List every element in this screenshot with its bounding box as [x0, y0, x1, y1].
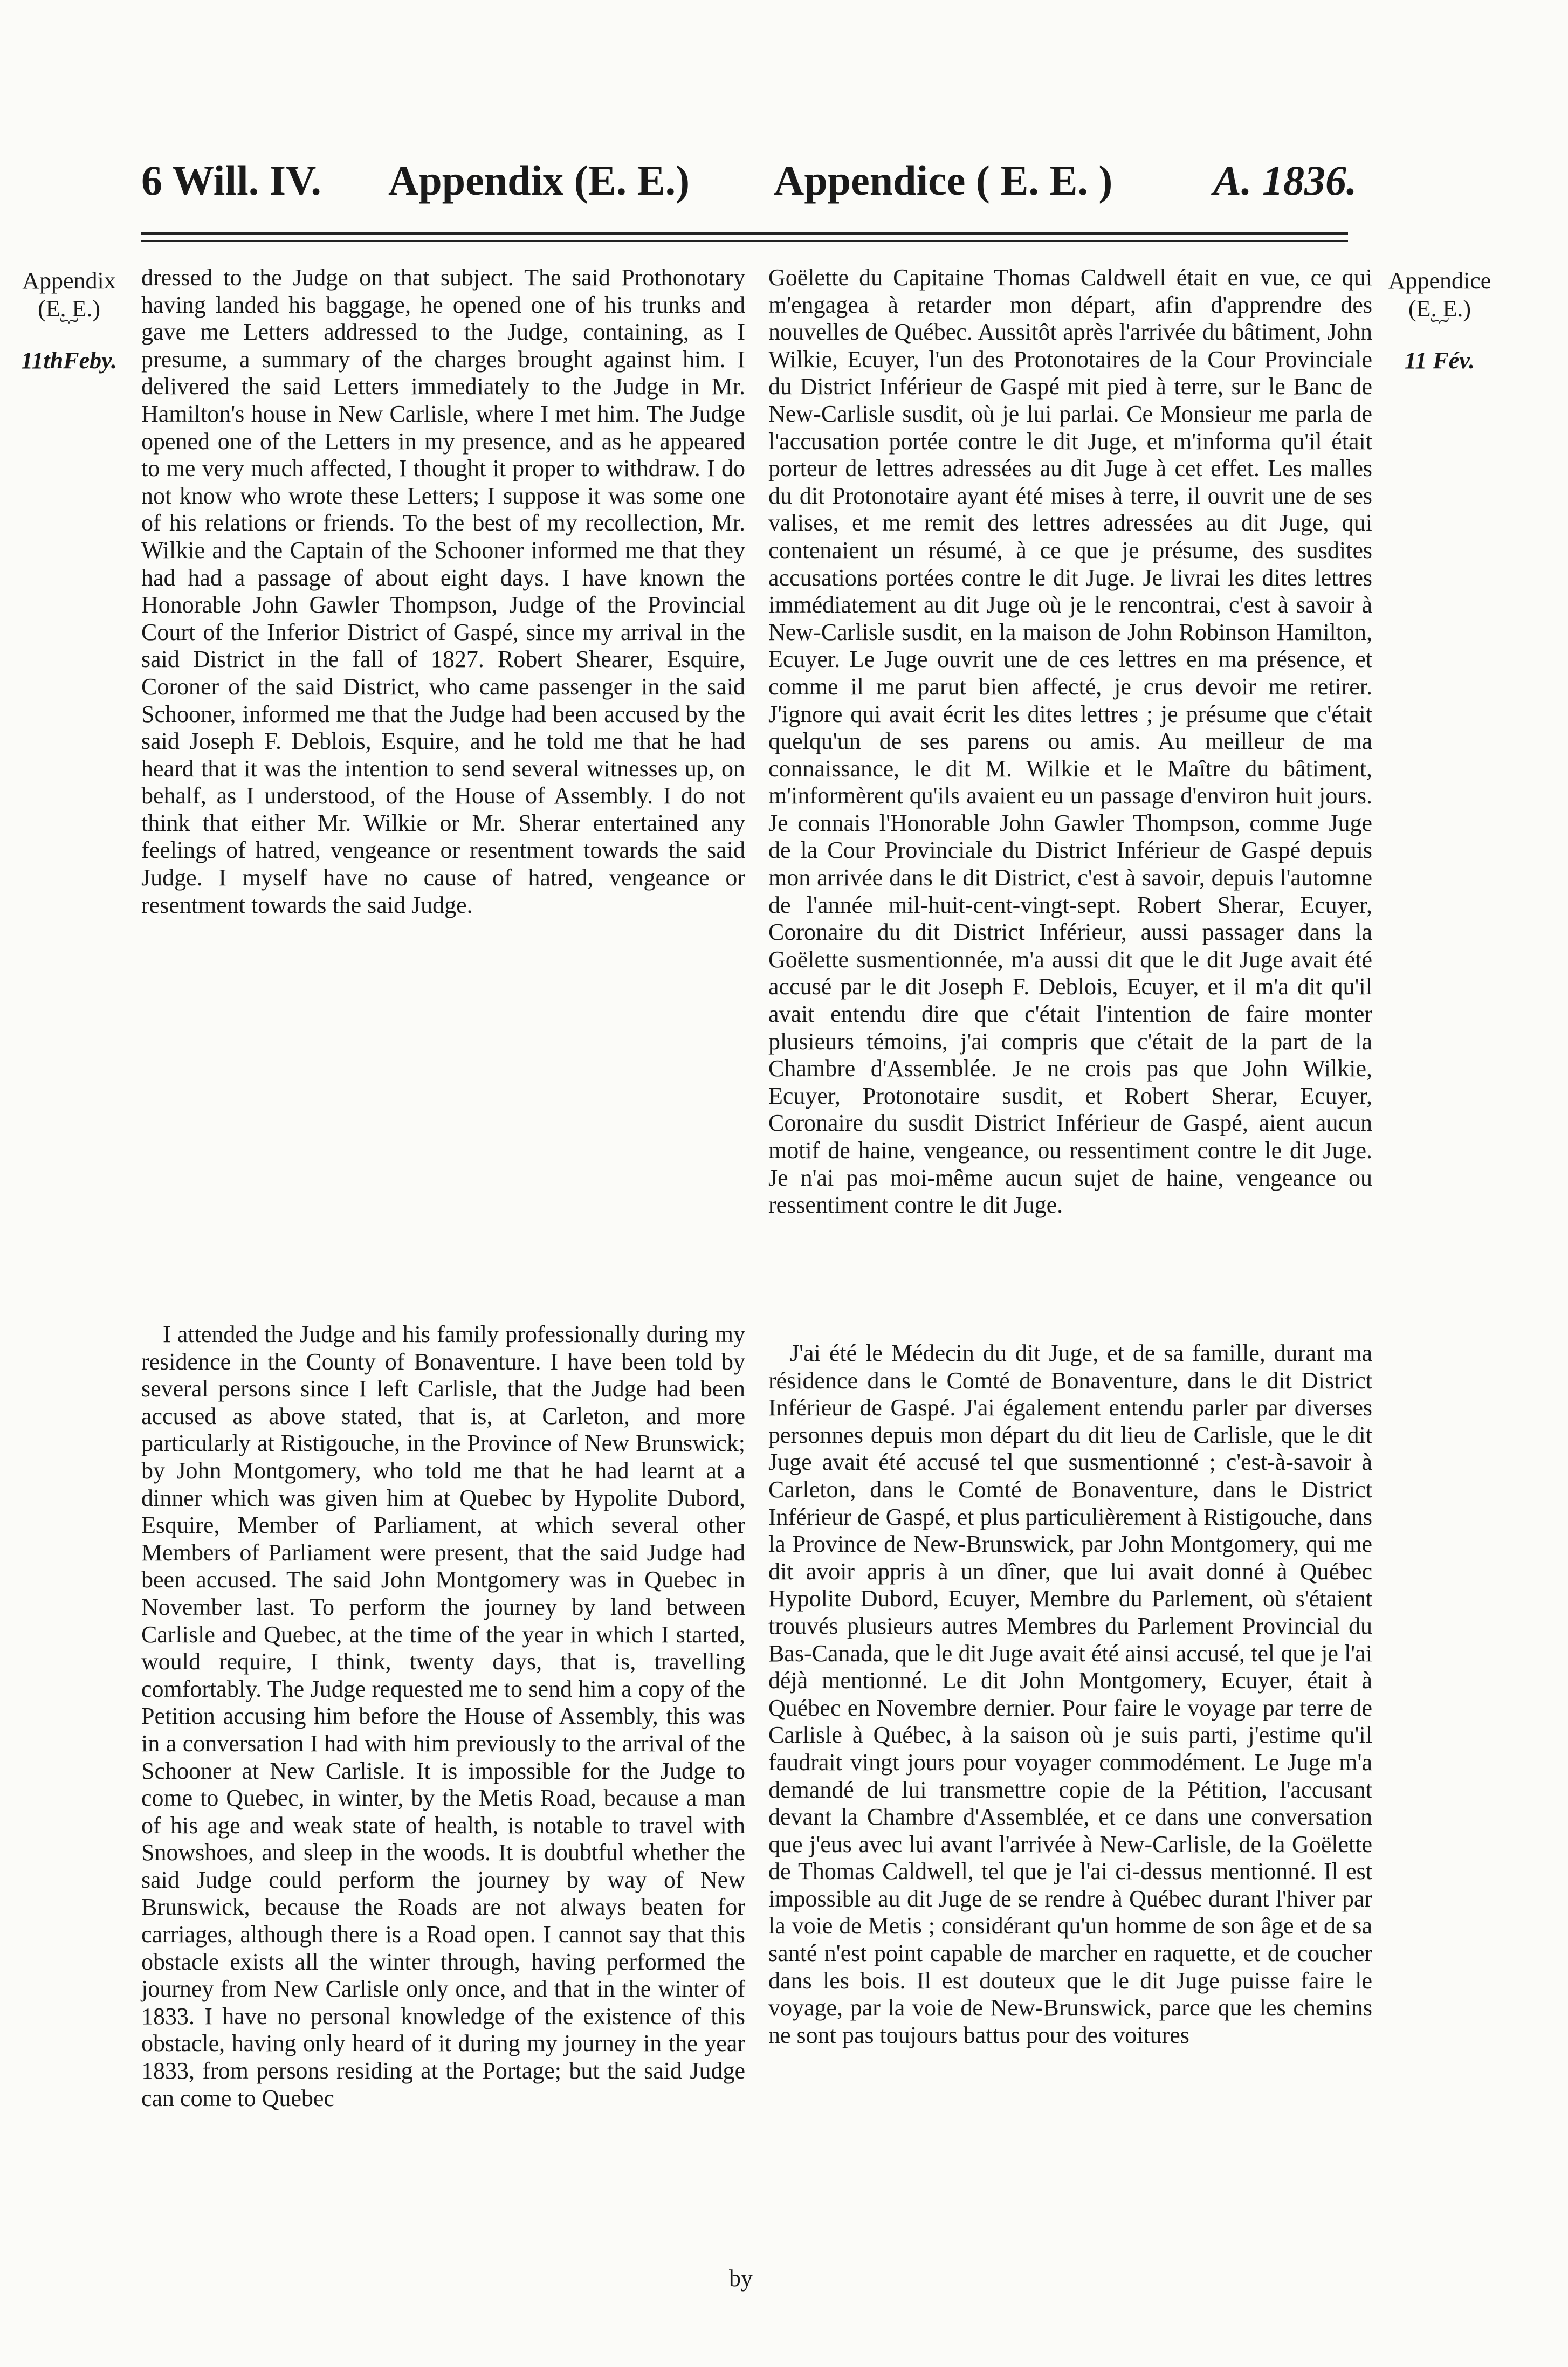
session-label: 6 Will. IV. — [141, 157, 321, 204]
french-paragraph-1: Goëlette du Capitaine Thomas Caldwell était en vue, ce qui m'engagea à retarder mon départ, afin d'apprendre des nouvelles de Québec. Aussitôt après l'arrivée du bâtiment, John Wilkie, Ecuyer, l'un des Protonotaires de la Cour Provinciale du District Inférieur de Gaspé mit pied à terre, sur le Banc de New-Carlisle susdit, où je lui parlai. Ce Monsieur me parla de l'accusation portée contre le dit Juge, et m'informa qu'il était porteur de lettres adressées au dit Juge à cet effet. Les malles du dit Protonotaire ayant été mises à terre, il ouvrit une de ses valises, et me remit des lettres adressées au dit Juge, qui contenaient un résumé, à ce que je présume, des susdites accusations portées contre le dit Juge. Je livrai les dites lettres immédiatement au dit Juge où je le rencontrai, c'est à savoir à New-Carlisle susdit, en la maison de John Robinson Hamilton, Ecuyer. Le Juge ouvrit une de ces lettres en ma présence, et comme il me parut bien affecté, je crus devoir me retirer. J'ignore qui avait écrit les dites lettres ; je présume que c'était quelqu'un de ses parens ou amis. Au meilleur de ma connaissance, le dit M. Wilkie et le Maître du bâtiment, m'informèrent qu'ils avaient eu un passage d'environ huit jours. Je connais l'Honorable John Gawler Thompson, comme Juge de la Cour Provinciale du District Inférieur de Gaspé depuis mon arrivée dans le dit District, c'est à savoir, depuis l'automne de l'année mil-huit-cent-vingt-sept. Robert Sherar, Ecuyer, Coronaire du dit District Inférieur, aussi passager dans la Goëlette susmentionnée, m'a aussi dit que le dit Juge avait été accusé par le dit Joseph F. Deblois, Ecuyer, et il m'a dit qu'il avait entendu dire que c'était l'intention de faire monter plusieurs témoins, j'ai compris que c'était de la part de la Chambre d'Assemblée. Je ne crois pas que John Wilkie, Ecuyer, Protonotaire susdit, et Robert Sherar, Ecuyer, Coronaire du susdit District Inférieur de Gaspé, aient aucun motif de haine, vengeance, ou ressentiment contre le dit Juge. Je n'ai pas moi-même aucun sujet de haine, vengeance ou ressentiment contre le dit Juge. — [768, 264, 1372, 1219]
brace-icon: ︸ — [60, 318, 78, 338]
margin-label: Appendix — [22, 267, 116, 294]
header-rule-thick — [141, 232, 1348, 235]
english-paragraph-2: I attended the Judge and his family professionally during my residence in the County of Bonaventure. I have been told by several persons since I left Carlisle, that the Judge had been accused as above stated, that is, at Carleton, and more particularly at Ristigouche, in the Province of New Brunswick; by John Montgomery, who told me that he had learnt at a dinner which was given him at Quebec by Hypolite Dubord, Esquire, Member of Parliament, at which several other Members of Parliament were present, that the said Judge had been accused. The said John Montgomery was in Quebec in November last. To perform the journey by land between Carlisle and Quebec, at the time of the year in which I started, would require, I think, twenty days, that is, travelling comfortably. The Judge requested me to send him a copy of the Petition accusing him before the House of Assembly, this was in a conversation I had with him previously to the arrival of the Schooner at New Carlisle. It is impossible for the Judge to come to Quebec, in winter, by the Metis Road, because a man of his age and weak state of health, is notable to travel with Snowshoes, and sleep in the woods. It is doubtful whether the said Judge could perform the journey by way of New Brunswick, because the Roads are not always beaten for carriages, although there is a Road open. I cannot say that this obstacle exists all the winter through, having performed the journey from New Carlisle only once, and that in the winter of 1833. I have no personal knowledge of the existence of this obstacle, having only heard of it during my journey in the year 1833, from persons residing at the Portage; but the said Judge can come to Quebec — [141, 1321, 745, 2111]
catchword: by — [729, 2265, 753, 2292]
brace-icon: ︸ — [1431, 318, 1449, 338]
english-column-top — [141, 264, 745, 919]
english-paragraph-1: dressed to the Judge on that subject. The said Prothonotary having landed his baggage, he opened one of his trunks and gave me Letters addressed to the Judge, containing, as I presume, a summary of the charges brought against him. I delivered the said Letters immediately to the Judge in Mr. Hamilton's house in New Carlisle, where I met him. The Judge opened one of the Letters in my presence, and as he appeared to me very much affected, I thought it proper to withdraw. I do not know who wrote these Letters; I suppose it was some one of his relations or friends. To the best of my recollection, Mr. Wilkie and the Captain of the Schooner informed me that they had had a passage of about eight days. I have known the Honorable John Gawler Thompson, Judge of the Provincial Court of the Inferior District of Gaspé, since my arrival in the said District in the fall of 1827. Robert Shearer, Esquire, Coroner of the said District, who came passenger in the said Schooner, informed me that the Judge had been accused by the said Joseph F. Deblois, Esquire, and he told me that he had heard that it was the intention to send several witnesses up, on behalf, as I understood, of the House of Assembly. I do not think that either Mr. Wilkie or Mr. Sherar entertained any feelings of hatred, vengeance or resentment towards the said Judge. I myself have no cause of hatred, vengeance or resentment towards the said Judge. — [141, 264, 745, 918]
margin-note-right — [1380, 267, 1499, 375]
french-column-bottom — [768, 1340, 1372, 2049]
margin-date: 11thFeby. — [20, 347, 118, 374]
margin-sub: (E. E.) — [1408, 295, 1471, 322]
english-column-bottom — [141, 1321, 745, 2112]
appendix-title-english: Appendix (E. E.) — [388, 157, 690, 204]
french-column-top — [768, 264, 1372, 1219]
appendix-title-french: Appendice ( E. E. ) — [774, 157, 1113, 204]
margin-sub: (E. E.) — [37, 295, 101, 322]
header-rule-thin — [141, 240, 1348, 242]
margin-label: Appendice — [1388, 267, 1491, 294]
year-label: A. 1836. — [1213, 157, 1357, 204]
page-header — [0, 148, 1568, 213]
margin-note-left — [10, 267, 128, 375]
french-paragraph-2: J'ai été le Médecin du dit Juge, et de sa famille, durant ma résidence dans le Comté de Bonaventure, dans le dit District Inférieur de Gaspé. J'ai également entendu parler par diverses personnes depuis mon départ du dit lieu de Carlisle, que le dit Juge avait été accusé tel que susmentionné ; c'est-à-savoir à Carleton, dans le Comté de Bonaventure, dans le District Inférieur de Gaspé, et plus particulièrement à Ristigouche, dans la Province de New-Brunswick, par John Montgomery, qui me dit avoir appris à un dîner, que lui avait donné à Québec Hypolite Dubord, Ecuyer, Membre du Parlement, où s'étaient trouvés plusieurs autres Membres du Parlement Provincial du Bas-Canada, que le dit Juge avait été ainsi accusé, tel que je l'ai déjà mentionné. Le dit John Montgomery, Ecuyer, était à Québec en Novembre dernier. Pour faire le voyage par terre de Carlisle à Québec, à la saison où je suis parti, j'estime qu'il faudrait vingt jours pour voyager commodément. Le Juge m'a demandé de lui transmettre copie de la Pétition, l'accusant devant la Chambre d'Assemblée, et ce dans une conversation que j'eus avec lui avant l'arrivée à New-Carlisle, de la Goëlette de Thomas Caldwell, tel que je l'ai ci-dessus mentionné. Il est impossible au dit Juge de se rendre à Québec durant l'hiver par la voie de Metis ; considérant qu'un homme de son âge et de sa santé n'est point capable de marcher en raquette, et de coucher dans les bois. Il est douteux que le dit Juge puisse faire le voyage, par la voie de New-Brunswick, parce que les chemins ne sont pas toujours battus pour des voitures — [768, 1340, 1372, 2048]
margin-date: 11 Fév. — [1404, 347, 1475, 374]
